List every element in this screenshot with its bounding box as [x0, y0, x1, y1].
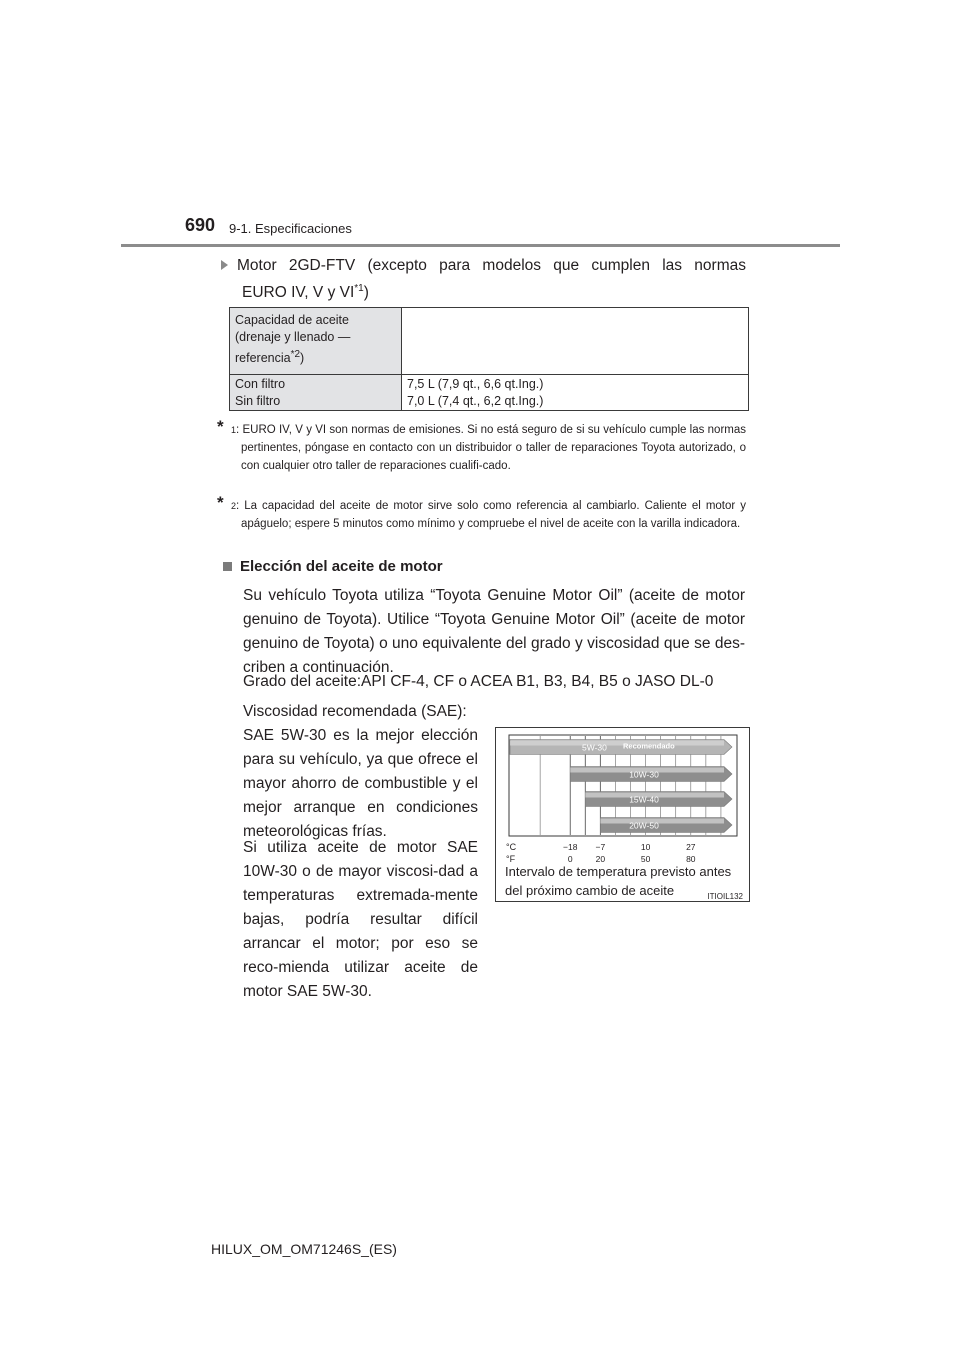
figure-code: ITIOIL132 [707, 892, 743, 901]
oil-capacity-table [229, 307, 749, 411]
viscosity-grade-label: 15W-40 [629, 794, 659, 805]
celsius-tick-label: −7 [595, 842, 606, 852]
celsius-unit: °C [506, 842, 517, 852]
viscosity-grade-label: 5W-30 [582, 742, 607, 753]
footnote-ref: *1 [354, 283, 364, 294]
viscosity-grade-label: 20W-50 [629, 820, 659, 831]
chart-caption: Intervalo de temperatura previsto antes del próximo cambio de aceite [505, 864, 732, 898]
page-number: 690 [185, 215, 216, 235]
arrow-highlight [600, 819, 724, 824]
capacity-row-labels: Con filtro Sin filtro [235, 377, 286, 408]
fahrenheit-tick-label: 0 [567, 854, 573, 864]
fahrenheit-tick-label: 50 [640, 854, 651, 864]
footnote-1: * $^1$: EURO IV, V y VI son normas de emisiones. Si no está seguro de si su vehículo cumple las normas pertinentes, póngase en contacto con un distribuidor o taller de reparaciones Toyota autorizado, o con cualquier otro taller de reparaciones cualifi-cado. [217, 417, 746, 472]
capacity-header-cell: Capacidad de aceite (drenaje y llenado — referencia$^{*2}$) [235, 313, 351, 366]
viscosity-chart [495, 727, 750, 902]
footnote-2: * $^2$: La capacidad del aceite de motor sirve solo como referencia al cambiarlo. Caliente el motor y apáguelo; espere 5 minutos como mínimo y compruebe el nivel de aceite con la varilla indicadora. [217, 493, 746, 530]
fahrenheit-tick-label: 80 [686, 854, 696, 864]
recommended-tag: Recomendado [623, 741, 675, 751]
viscosity-heading: Viscosidad recomendada (SAE): [243, 703, 467, 720]
arrow-highlight [510, 741, 724, 746]
viscosity-warning: Si utiliza aceite de motor SAE 10W-30 o de mayor viscosi-dad a temperaturas extremada-mente bajas, podría resultar difícil arrancar el motor; por eso se reco-mienda utilizar aceite de motor SAE 5W-30. [243, 839, 478, 1000]
celsius-tick-label: 10 [640, 842, 651, 852]
engine-intro-line2: EURO IV, V y VI$^{*1}$) [242, 283, 369, 302]
celsius-tick-label: 27 [686, 842, 696, 852]
engine-intro [221, 254, 746, 304]
engine-intro-line1: Motor 2GD-FTV (excepto para modelos que cumplen las normas [221, 254, 746, 277]
fahrenheit-tick-label: 20 [595, 854, 606, 864]
oil-grade: Grado del aceite:API CF-4, CF o ACEA B1, B3, B4, B5 o JASO DL-0 [243, 673, 714, 690]
document-id: HILUX_OM_OM71246S_(ES) [211, 1241, 397, 1257]
triangle-bullet-icon [221, 260, 228, 270]
viscosity-grade-label: 10W-30 [629, 769, 659, 780]
header-divider [121, 244, 840, 247]
capacity-row-values: 7,5 L (7,9 qt., 6,6 qt.Ing.) 7,0 L (7,4 qt., 6,2 qt.Ing.) [407, 377, 544, 408]
square-bullet-icon [223, 562, 232, 571]
celsius-tick-label: −18 [563, 842, 578, 852]
section-title: 9-1. Especificaciones [229, 221, 352, 236]
oil-selection-paragraph: Su vehículo Toyota utiliza “Toyota Genuine Motor Oil” (aceite de motor genuino de Toyota). Utilice “Toyota Genuine Motor Oil” (aceite de motor genuino de Toyota) o uno equivalente del grado y viscosidad que se des-criben a continuación. [243, 587, 745, 676]
viscosity-recommendation: SAE 5W-30 es la mejor elección para su vehículo, ya que ofrece el mayor ahorro de combustible y el mejor arranque en condiciones meteorológicas frías. [243, 727, 478, 840]
fahrenheit-unit: °F [506, 854, 516, 864]
table-divider [230, 374, 748, 375]
oil-selection-heading: Elección del aceite de motor [223, 558, 443, 575]
